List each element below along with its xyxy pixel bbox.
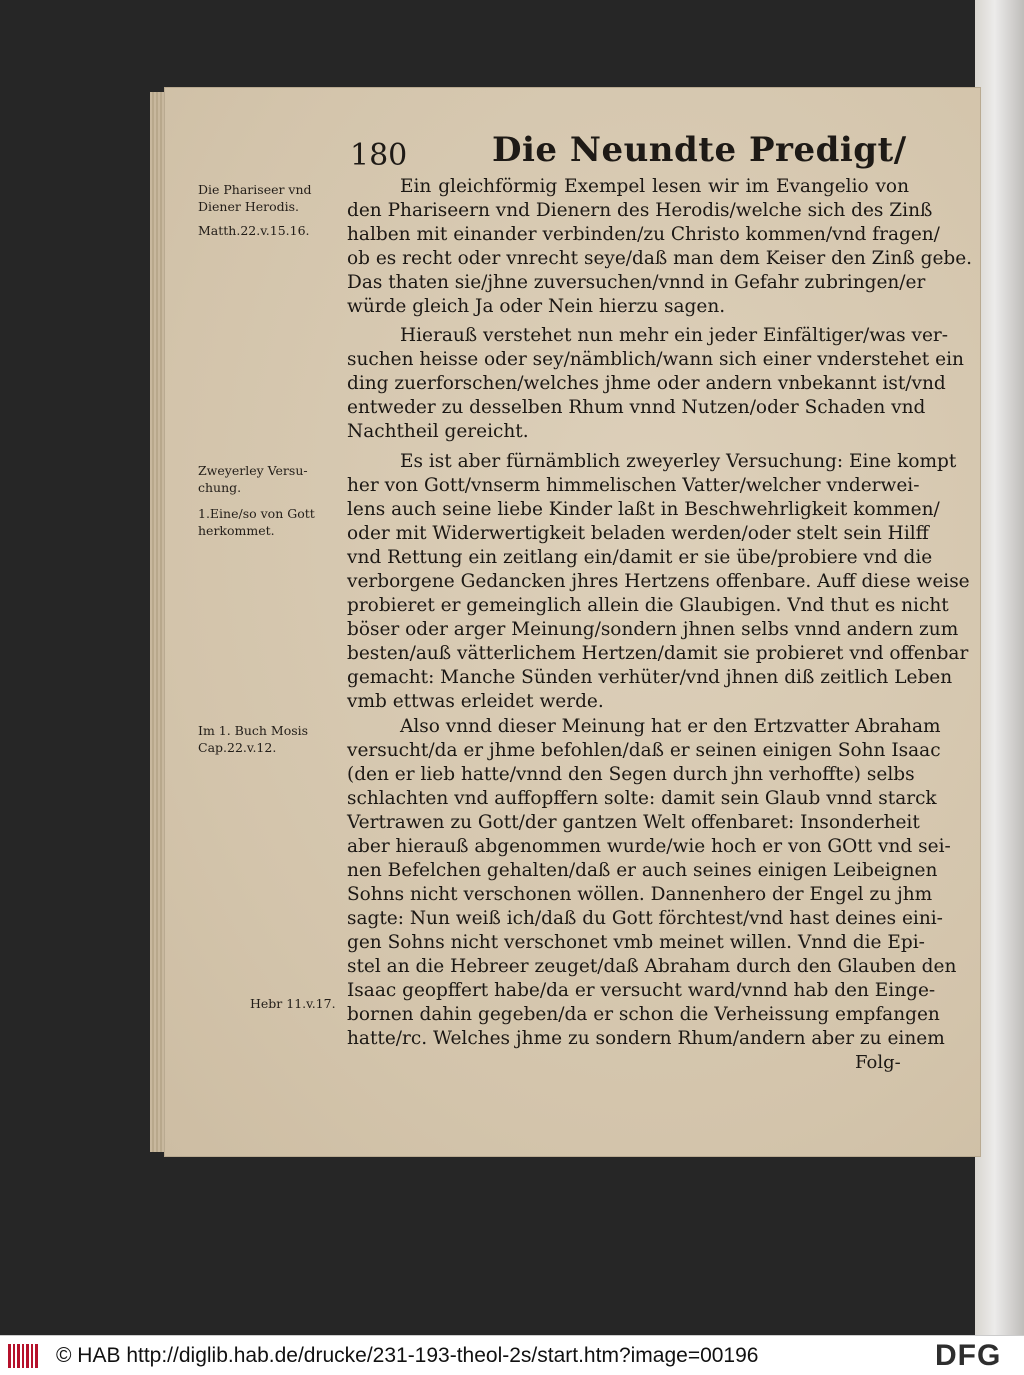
text-line: her von Gott/vnserm himmelischen Vatter/welcher vnderwei- [347, 475, 920, 496]
text-line: aber hierauß abgenommen wurde/wie hoch er von GOtt vnd sei- [347, 836, 951, 857]
text-line: entweder zu desselben Rhum vnnd Nutzen/oder Schaden vnd [347, 397, 926, 418]
text-line: Hierauß verstehet nun mehr ein jeder Einfältiger/was ver- [400, 325, 949, 346]
footer-bar [0, 1335, 1024, 1375]
text-line: versucht/da er jhme befohlen/daß er seinen einigen Sohn Isaac [347, 740, 941, 761]
margin-note [198, 462, 348, 496]
text-line: Also vnnd dieser Meinung hat er den Ertzvatter Abraham [400, 716, 941, 737]
text-line: stel an die Hebreer zeuget/daß Abraham durch den Glauben den [347, 956, 957, 977]
text-line: vmb ettwas erleidet werde. [347, 691, 604, 712]
margin-note-line: chung. [198, 480, 242, 495]
margin-note-line: Hebr 11.v.17. [250, 996, 336, 1011]
text-line: lens auch seine liebe Kinder laßt in Beschwehrligkeit kommen/ [347, 499, 940, 520]
dfg-logo: DFG [935, 1339, 1002, 1372]
text-line: gen Sohns nicht verschonet vmb meinet willen. Vnnd die Epi- [347, 932, 925, 953]
margin-note [198, 505, 348, 539]
margin-note-line: Die Phariseer vnd [198, 182, 312, 197]
margin-note-line: herkommet. [198, 523, 275, 538]
next-page-edge [975, 0, 1024, 1335]
barcode-icon [8, 1344, 44, 1368]
footer-source-link[interactable]: © HAB http://diglib.hab.de/drucke/231-193-theol-2s/start.htm?image=00196 [56, 1344, 759, 1367]
text-line: Nachtheil gereicht. [347, 421, 529, 442]
margin-note [198, 181, 348, 215]
text-line: schlachten vnd auffopffern solte: damit sein Glaub vnnd starck [347, 788, 937, 809]
text-line: verborgene Gedancken jhres Hertzens offenbare. Auff diese weise [347, 571, 970, 592]
text-line: bornen dahin gegeben/da er schon die Verheissung empfangen [347, 1004, 940, 1025]
text-line: böser oder arger Meinung/sondern jhnen selbs vnnd andern zum [347, 619, 959, 640]
text-line: Ein gleichförmig Exempel lesen wir im Evangelio von [400, 176, 909, 197]
text-line: probieret er gemeinglich allein die Glaubigen. Vnd thut es nicht [347, 595, 949, 616]
margin-note-line: Diener Herodis. [198, 199, 300, 214]
text-line: Isaac geopffert habe/da er versucht ward/vnnd hab den Einge- [347, 980, 936, 1001]
text-line: Das thaten sie/jhne zuversuchen/vnnd in Gefahr zubringen/er [347, 272, 926, 293]
margin-note-line: Matth.22.v.15.16. [198, 223, 310, 238]
text-line: (den er lieb hatte/vnnd den Segen durch jhn verhoffte) selbs [347, 764, 915, 785]
text-line: ding zuerforschen/welches jhme oder andern vnbekannt ist/vnd [347, 373, 946, 394]
text-line: Sohns nicht verschonen wöllen. Dannenhero der Engel zu jhm [347, 884, 933, 905]
text-line: besten/auß vätterlichem Hertzen/damit sie probieret vnd offenbar [347, 643, 969, 664]
text-line: suchen heisse oder sey/nämblich/wann sich einer vnderstehet ein [347, 349, 964, 370]
catchword: Folg- [855, 1052, 901, 1073]
text-line: vnd Rettung ein zeitlang ein/damit er sie übe/probiere vnd die [347, 547, 933, 568]
running-head: Die Neundte Predigt/ [492, 130, 907, 170]
page-number: 180 [350, 138, 408, 173]
text-line: würde gleich Ja oder Nein hierzu sagen. [347, 296, 726, 317]
text-line: nen Befelchen gehalten/daß er auch seines einigen Leibeignen [347, 860, 938, 881]
margin-note [198, 722, 348, 756]
text-line: Es ist aber fürnämblich zweyerley Versuchung: Eine kompt [400, 451, 957, 472]
text-line: den Phariseern vnd Dienern des Herodis/welche sich des Zinß [347, 200, 933, 221]
margin-note-line: Im 1. Buch Mosis [198, 723, 309, 738]
text-line: sagte: Nun weiß ich/daß du Gott förchtest/vnd hast deines eini- [347, 908, 943, 929]
text-line: halben mit einander verbinden/zu Christo kommen/vnd fragen/ [347, 224, 940, 245]
margin-note [198, 222, 348, 239]
margin-note-line: Cap.22.v.12. [198, 740, 277, 755]
text-line: ob es recht oder vnrecht seye/daß man dem Keiser den Zinß gebe. [347, 248, 973, 269]
text-line: oder mit Widerwertigkeit beladen werden/oder stelt sein Hilff [347, 523, 929, 544]
margin-note-line: Zweyerley Versu- [198, 463, 308, 478]
text-line: Vertrawen zu Gott/der gantzen Welt offenbaret: Insonderheit [347, 812, 920, 833]
text-line: hatte/rc. Welches jhme zu sondern Rhum/andern aber zu einem [347, 1028, 945, 1049]
margin-note-line: 1.Eine/so von Gott [198, 506, 315, 521]
text-line: gemacht: Manche Sünden verhüter/vnd jhnen diß zeitlich Leben [347, 667, 953, 688]
